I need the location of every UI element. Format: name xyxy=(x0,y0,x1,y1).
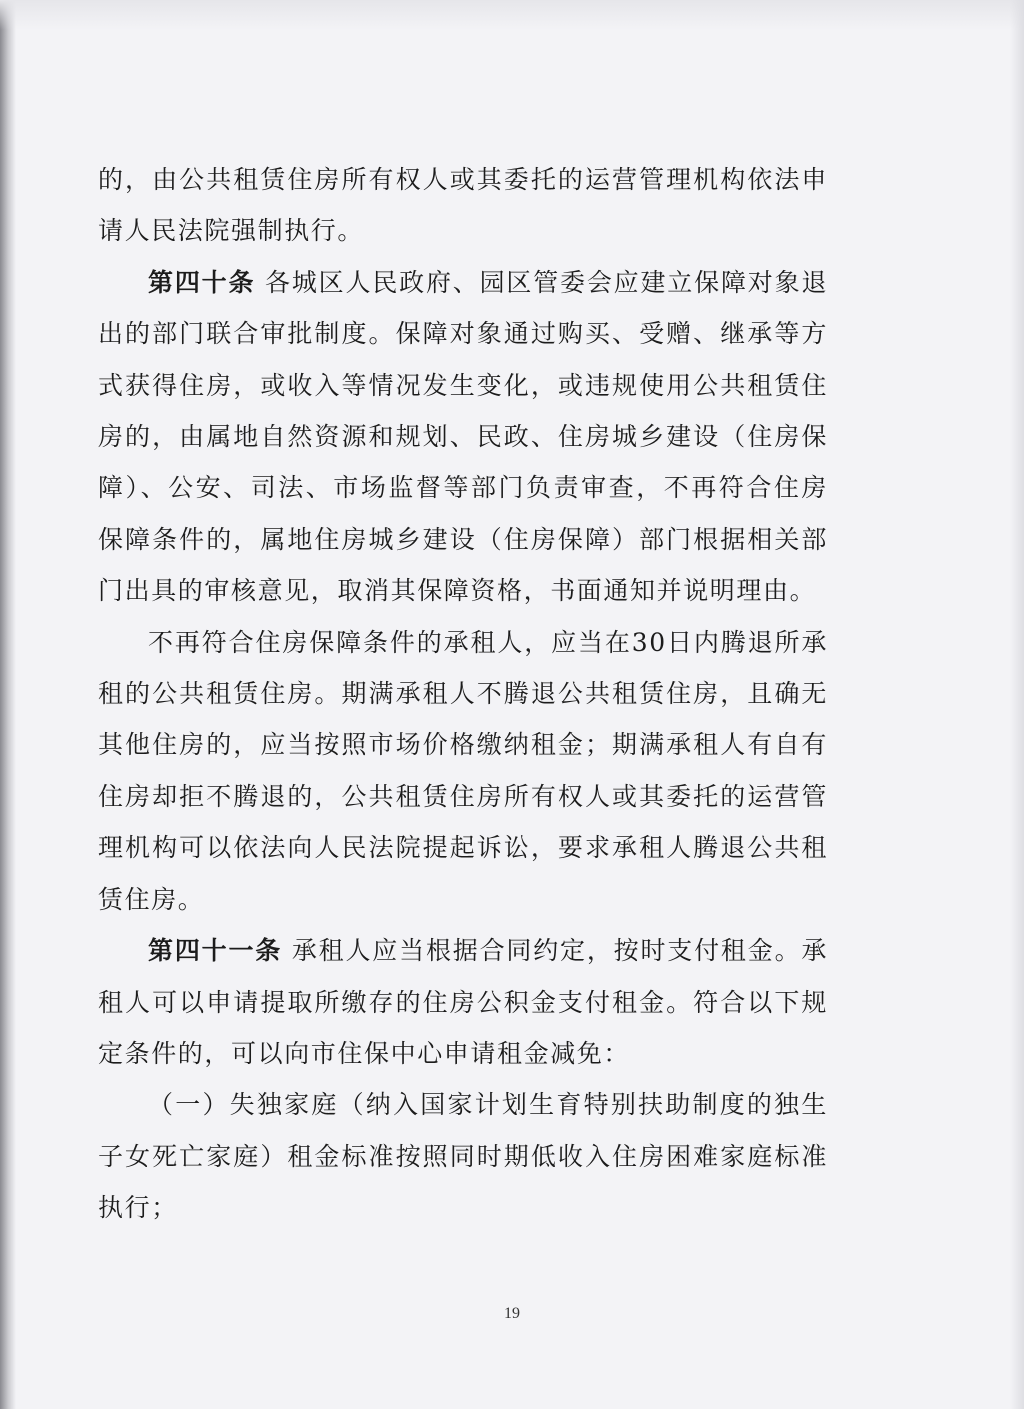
binding-shadow xyxy=(0,0,16,1409)
paragraph-text: 各城区人民政府、园区管委会应建立保障对象退出的部门联合审批制度。保障对象通过购买、受赠、继承等方式获得住房，或收入等情况发生变化，或违规使用公共租赁住房的，由属地自然资源和规划、民政、住房城乡建设（住房保障）、公安、司法、市场监督等部门负责审查，不再符合住房保障条件的，属地住房城乡建设（住房保障）部门根据相关部门出具的审核意见，取消其保障资格，书面通知并说明理由。 xyxy=(98,267,828,606)
paragraph-item-1 xyxy=(98,1079,828,1233)
paragraph-vacate xyxy=(98,617,828,925)
paragraph-text: 的，由公共租赁住房所有权人或其委托的运营管理机构依法申请人民法院强制执行。 xyxy=(98,165,828,246)
document-body xyxy=(98,154,828,1234)
scan-edge-top xyxy=(0,0,1024,30)
paragraph-continuation xyxy=(98,154,828,257)
paragraph-text: （一）失独家庭（纳入国家计划生育特别扶助制度的独生子女死亡家庭）租金标准按照同时期低收入住房困难家庭标准执行； xyxy=(98,1090,828,1223)
paragraph-text: 承租人应当根据合同约定，按时支付租金。承租人可以申请提取所缴存的住房公积金支付租金。符合以下规定条件的，可以向市住保中心申请租金减免： xyxy=(98,936,828,1068)
paragraph-article-40 xyxy=(98,257,828,617)
paragraph-text: 不再符合住房保障条件的承租人，应当在30日内腾退所承租的公共租赁住房。期满承租人不腾退公共租赁住房，且确无其他住房的，应当按照市场价格缴纳租金；期满承租人有自有住房却拒不腾退的，公共租赁住房所有权人或其委托的运营管理机构可以依法向人民法院提起诉讼，要求承租人腾退公共租赁住房。 xyxy=(98,627,828,914)
page-number: 19 xyxy=(504,1305,520,1322)
article-number: 第四十条 xyxy=(148,267,256,297)
paragraph-article-41 xyxy=(98,925,828,1079)
article-number: 第四十一条 xyxy=(148,936,283,966)
scan-edge-right xyxy=(1010,0,1024,1409)
